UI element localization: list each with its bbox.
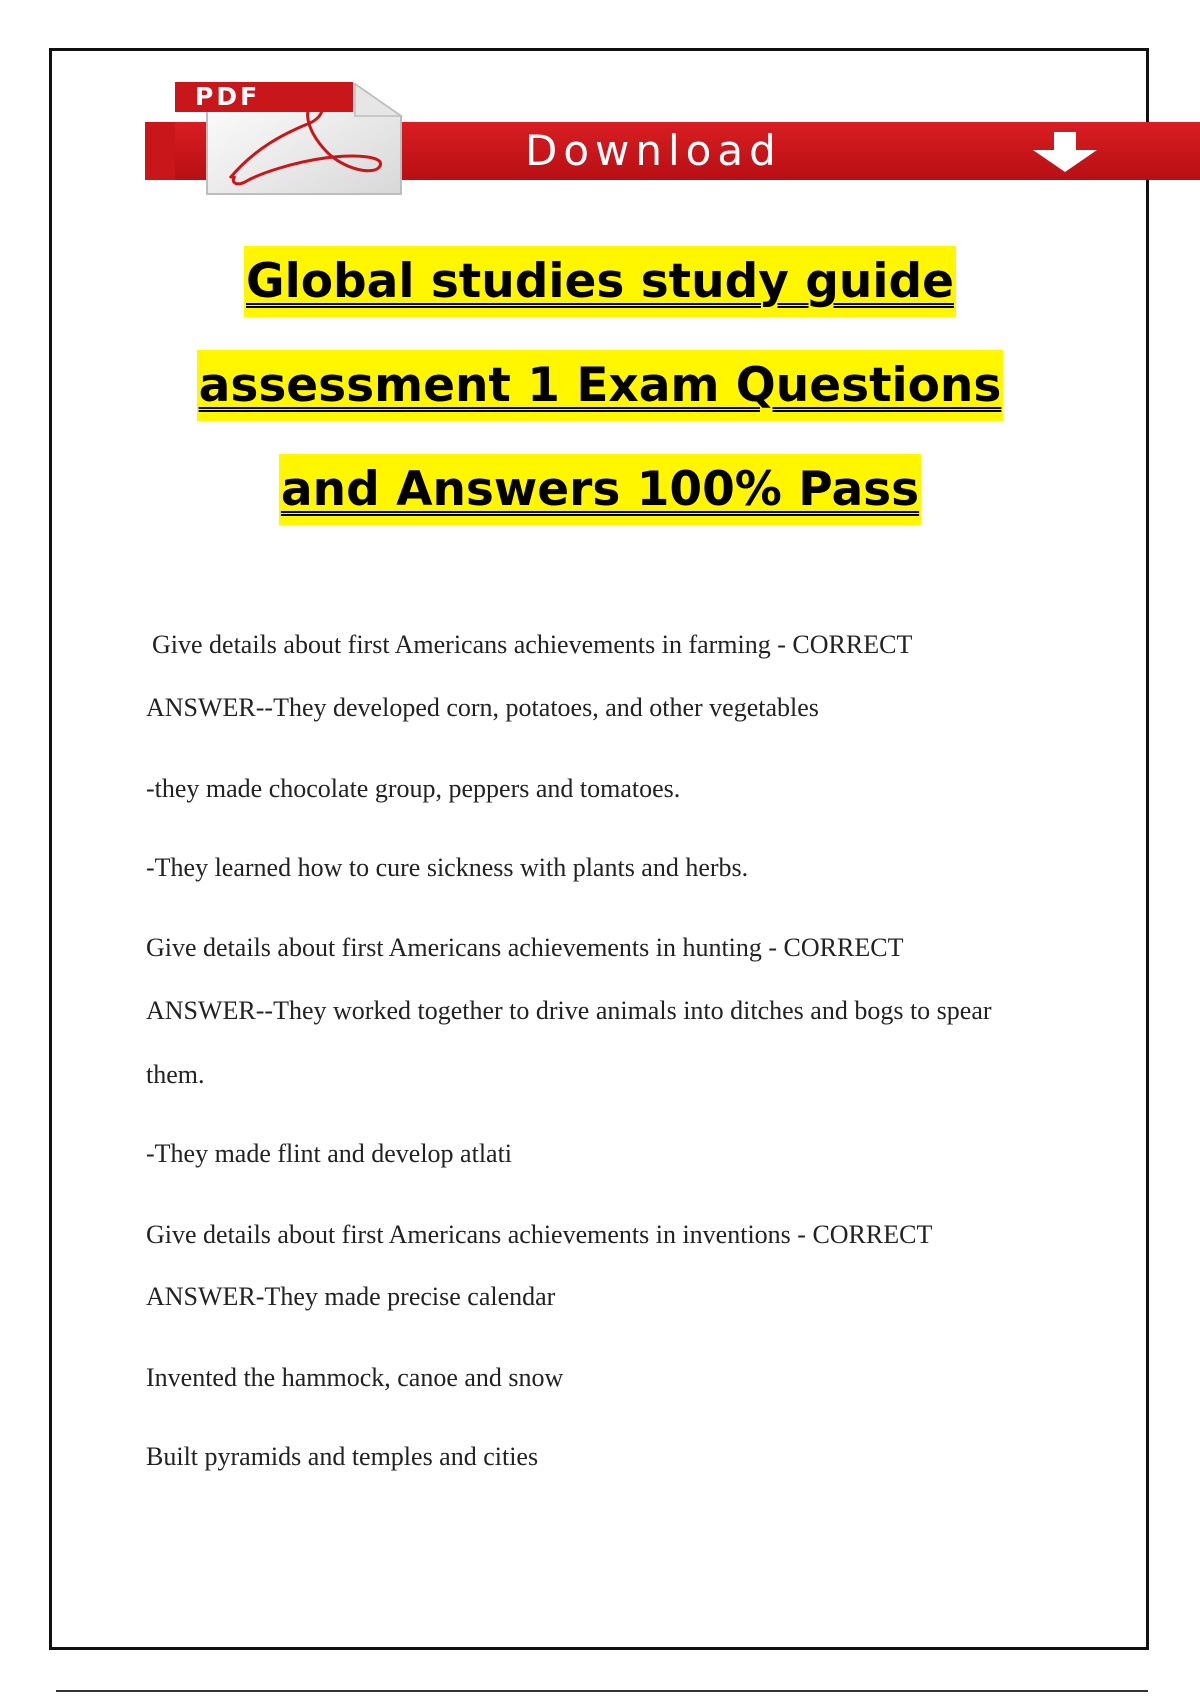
download-label[interactable]: Download (525, 126, 782, 175)
question-farming-line-1: Give details about first Americans achievements in farming - CORRECT (152, 630, 913, 659)
pdf-label: PDF (175, 82, 353, 112)
download-arrow-icon[interactable] (1025, 130, 1105, 174)
answer-hunting-line-4: -They made flint and develop atlati (146, 1139, 513, 1168)
answer-inventions-line-2: ANSWER-They made precise calendar (146, 1282, 556, 1311)
question-hunting-line-1: Give details about first Americans achievements in hunting - CORRECT (146, 933, 904, 962)
answer-inventions-line-4: Built pyramids and temples and cities (146, 1442, 539, 1471)
answer-farming-line-4: -They learned how to cure sickness with plants and herbs. (146, 853, 749, 882)
title-line-2 (80, 334, 1120, 438)
title-text-1: Global studies study guide (244, 246, 956, 317)
answer-hunting-line-2: ANSWER--They worked together to drive animals into ditches and bogs to spear (146, 996, 992, 1025)
answer-farming-line-2: ANSWER--They developed corn, potatoes, and other vegetables (146, 693, 819, 722)
answer-farming-line-3: -they made chocolate group, peppers and tomatoes. (146, 774, 681, 803)
bottom-rule (56, 1690, 1148, 1692)
answer-hunting-line-3: them. (146, 1060, 205, 1089)
download-bar-left (145, 122, 175, 180)
pdf-download-banner[interactable] (145, 78, 1200, 198)
title-text-2: assessment 1 Exam Questions (197, 350, 1004, 421)
question-inventions-line-1: Give details about first Americans achievements in inventions - CORRECT (146, 1220, 933, 1249)
answer-inventions-line-3: Invented the hammock, canoe and snow (146, 1363, 564, 1392)
title-text-3: and Answers 100% Pass (279, 454, 921, 525)
title-line-1 (80, 230, 1120, 334)
document-title (80, 230, 1120, 542)
pdf-document-icon (175, 78, 405, 196)
title-line-3 (80, 438, 1120, 542)
